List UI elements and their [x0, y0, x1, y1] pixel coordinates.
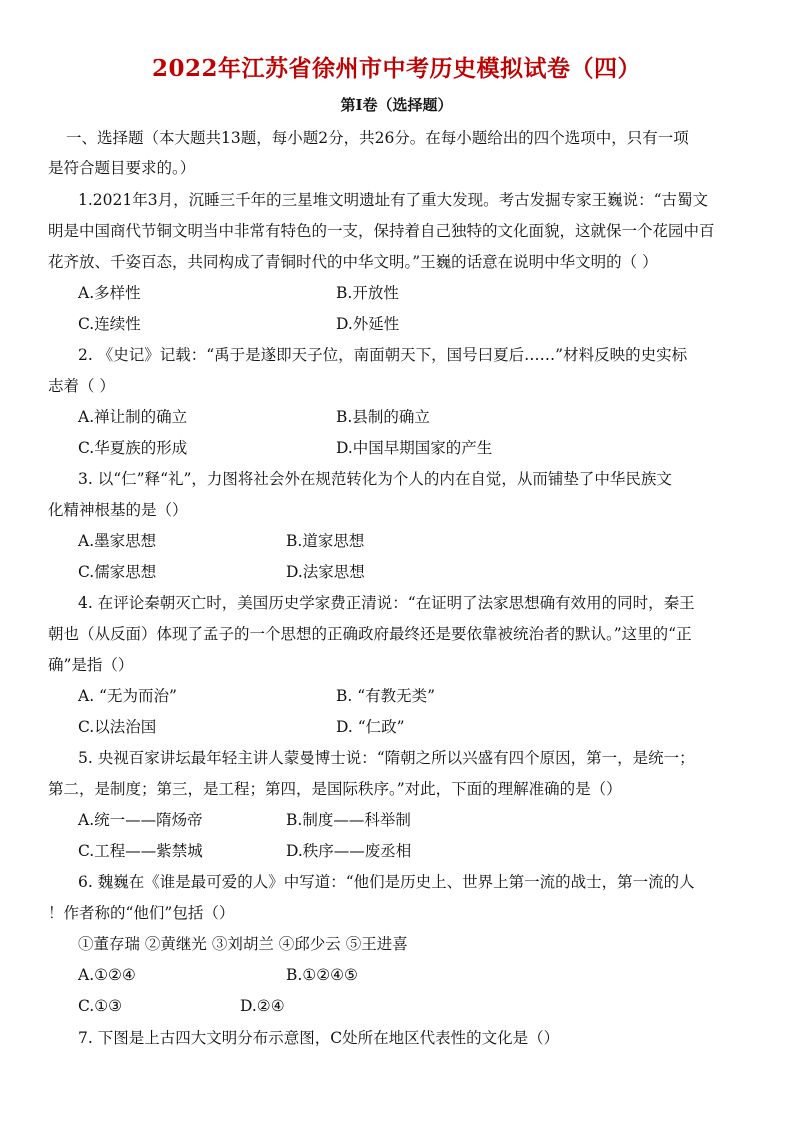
intro-line-1: 一、选择题（本大题共13题，每小题2分，共26分。在每小题给出的四个选项中，只有一项: [66, 129, 689, 147]
question-2-line-2: 志着（ ）: [48, 377, 115, 395]
question-1-option-b: B.开放性: [336, 284, 399, 302]
question-6-option-a: A.①②④: [78, 966, 136, 984]
question-1-line-1: 1.2021年3月，沉睡三千年的三星堆文明遗址有了重大发现。考古发掘专家王巍说：“古蜀文: [78, 191, 709, 209]
section-heading: 第I卷（选择题）: [340, 96, 453, 114]
question-4-line-3: 确”是指（）: [48, 656, 134, 674]
question-1-line-3: 花齐放、千姿百态，共同构成了青铜时代的中华文明。”王巍的话意在说明中华文明的（ ）: [48, 253, 658, 271]
question-6-line-1: 6. 魏巍在《谁是最可爱的人》中写道：“他们是历史上、世界上第一流的战士，第一流的人: [78, 873, 695, 891]
question-4-option-a: A. “无为而治”: [78, 687, 177, 705]
page-title: 2022年江苏省徐州市中考历史模拟试卷（四）: [151, 55, 641, 82]
question-4-line-1: 4. 在评论秦朝灭亡时，美国历史学家费正清说：“在证明了法家思想确有效用的同时，秦王: [78, 594, 695, 612]
question-6-line-2: ！作者称的“他们”包括（）: [48, 904, 235, 922]
question-2-option-d: D.中国早期国家的产生: [336, 439, 493, 457]
question-6-option-b: B.①②④⑤: [286, 966, 358, 984]
question-4-line-2: 朝也（从反面）体现了孟子的一个思想的正确政府最终还是要依靠被统治者的默认。”这里的“正: [48, 625, 692, 643]
question-3-option-b: B.道家思想: [286, 532, 365, 550]
question-2-line-1: 2. 《史记》记载：“禹于是遂即天子位，南面朝天下，国号曰夏后……”材料反映的史实标: [78, 346, 688, 364]
question-2-option-b: B.县制的确立: [336, 408, 430, 426]
question-1-option-a: A.多样性: [78, 284, 141, 302]
question-3-option-a: A.墨家思想: [78, 532, 157, 550]
intro-line-2: 是符合题目要求的。）: [48, 159, 196, 177]
question-6-option-d: D.②④: [240, 997, 285, 1015]
question-5-line-1: 5. 央视百家讲坛最年轻主讲人蒙曼博士说：“隋朝之所以兴盛有四个原因，第一，是统一；: [78, 749, 695, 767]
question-1-option-c: C.连续性: [78, 315, 141, 333]
question-3-option-d: D.法家思想: [286, 563, 365, 581]
question-4-option-c: C.以法治国: [78, 718, 157, 736]
question-3-option-c: C.儒家思想: [78, 563, 157, 581]
question-3-line-1: 3. 以“仁”释“礼”，力图将社会外在规范转化为个人的内在自觉，从而铺垫了中华民族文: [78, 470, 672, 488]
question-4-option-d: D. “仁政”: [336, 718, 405, 736]
question-5-option-d: D.秩序——废丞相: [286, 842, 412, 860]
question-5-option-a: A.统一——隋炀帝: [78, 811, 203, 829]
question-3-line-2: 化精神根基的是（）: [48, 501, 188, 519]
question-1-option-d: D.外延性: [336, 315, 400, 333]
question-4-option-b: B. “有教无类”: [336, 687, 436, 705]
question-6-option-c: C.①③: [78, 997, 123, 1015]
question-2-option-a: A.禅让制的确立: [78, 408, 188, 426]
question-5-option-b: B.制度——科举制: [286, 811, 411, 829]
question-5-option-c: C.工程——紫禁城: [78, 842, 203, 860]
question-1-line-2: 明是中国商代节铜文明当中非常有特色的一支，保持着自己独特的文化面貌，这就保一个花园中百: [48, 222, 715, 240]
question-7-line-1: 7. 下图是上古四大文明分布示意图，C处所在地区代表性的文化是（）: [78, 1029, 560, 1047]
question-5-line-2: 第二，是制度；第三，是工程；第四，是国际秩序。”对此，下面的理解准确的是（）: [48, 780, 622, 798]
question-6-line-3: ①董存瑞 ②黄继光 ③刘胡兰 ④邱少云 ⑤王进喜: [78, 935, 408, 953]
question-2-option-c: C.华夏族的形成: [78, 439, 188, 457]
